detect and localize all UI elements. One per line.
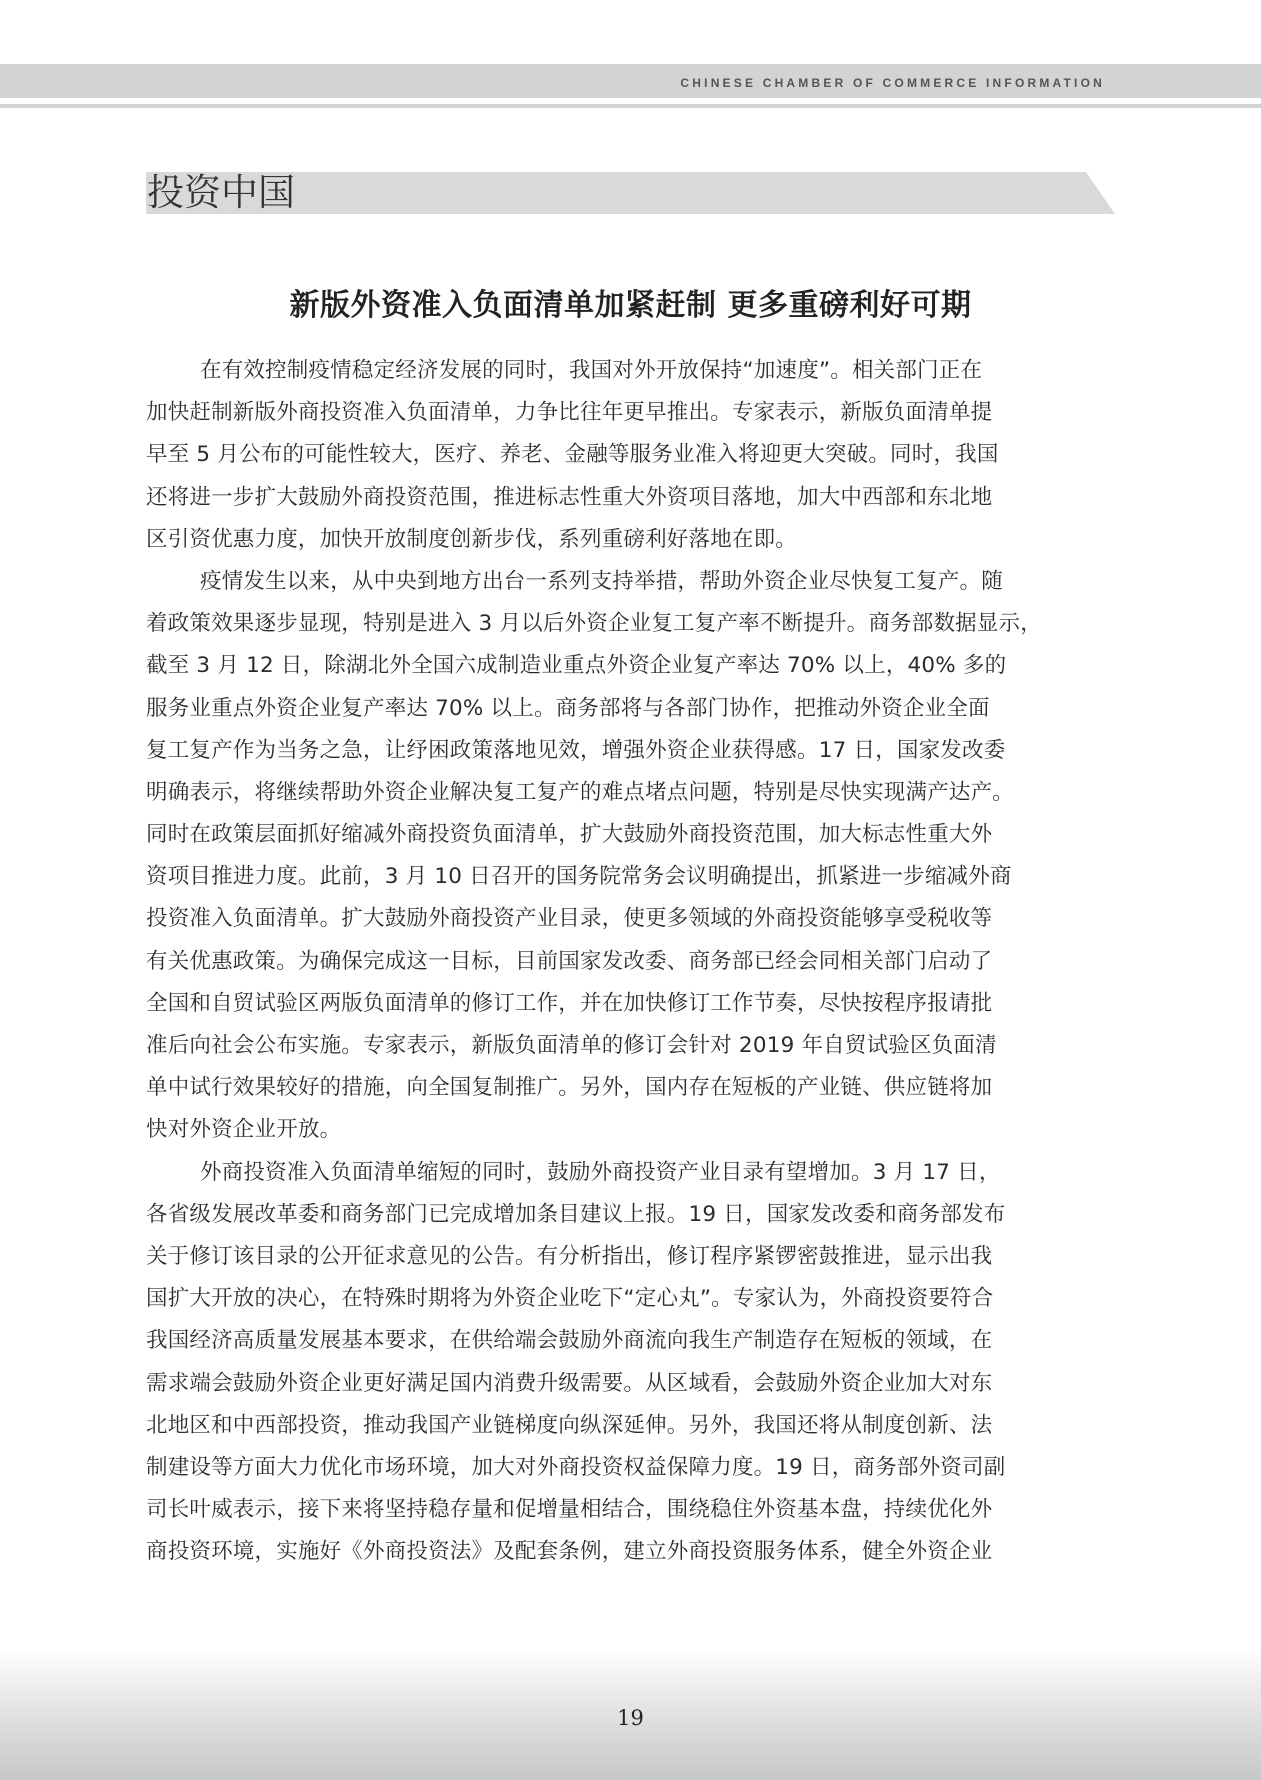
- header-divider: [0, 104, 1261, 108]
- text-line: 在有效控制疫情稳定经济发展的同时，我国对外开放保持“加速度”。相关部门正在: [200, 358, 983, 383]
- text-line: 明确表示，将继续帮助外资企业解决复工复产的难点堵点问题，特别是尽快实现满产达产。: [146, 779, 1015, 805]
- paragraph-1: [146, 350, 1115, 561]
- article-body: [146, 350, 1115, 1573]
- text-line: 疫情发生以来，从中央到地方出台一系列支持举措，帮助外资企业尽快复工复产。随: [200, 568, 1003, 594]
- text-line: 外商投资准入负面清单缩短的同时，鼓励外商投资产业目录有望增加。3 月 17 日，: [200, 1159, 1001, 1185]
- text-line: 投资准入负面清单。扩大鼓励外商投资产业目录，使更多领域的外商投资能够享受税收等: [146, 906, 993, 932]
- article-title: 新版外资准入负面清单加紧赶制 更多重磅利好可期: [289, 288, 972, 323]
- paragraph-3: [146, 1152, 1115, 1574]
- paragraph-2: [146, 561, 1115, 1152]
- text-line: 加快赶制新版外商投资准入负面清单，力争比往年更早推出。专家表示，新版负面清单提: [146, 400, 993, 426]
- text-line: 我国经济高质量发展基本要求，在供给端会鼓励外商流向我生产制造存在短板的领域，在: [146, 1328, 993, 1354]
- text-line: 准后向社会公布实施。专家表示，新版负面清单的修订会针对 2019 年自贸试验区负面清: [146, 1033, 997, 1058]
- text-line: 早至 5 月公布的可能性较大，医疗、养老、金融等服务业准入将迎更大突破。同时，我国: [146, 442, 999, 468]
- text-line: 还将进一步扩大鼓励外商投资范围，推进标志性重大外资项目落地，加大中西部和东北地: [146, 484, 993, 510]
- page-number: 19: [617, 1706, 644, 1730]
- text-line: 需求端会鼓励外资企业更好满足国内消费升级需要。从区域看，会鼓励外资企业加大对东: [146, 1370, 993, 1396]
- text-line: 有关优惠政策。为确保完成这一目标，目前国家发改委、商务部已经会同相关部门启动了: [146, 948, 993, 974]
- text-line: 截至 3 月 12 日，除湖北外全国六成制造业重点外资企业复产率达 70% 以上，40% 多的: [146, 653, 1007, 679]
- text-line: 着政策效果逐步显现，特别是进入 3 月以后外资企业复工复产率不断提升。商务部数据显示，: [146, 611, 1042, 637]
- text-line: 关于修订该目录的公开征求意见的公告。有分析指出，修订程序紧锣密鼓推进，显示出我: [146, 1243, 993, 1269]
- publication-header: CHINESE CHAMBER OF COMMERCE INFORMATION: [680, 76, 1105, 90]
- text-line: 同时在政策层面抓好缩减外商投资负面清单，扩大鼓励外商投资范围，加大标志性重大外: [146, 822, 993, 848]
- text-line: 各省级发展改革委和商务部门已完成增加条目建议上报。19 日，国家发改委和商务部发布: [146, 1201, 1006, 1227]
- text-line: 复工复产作为当务之急，让纾困政策落地见效，增强外资企业获得感。17 日，国家发改委: [146, 737, 1006, 763]
- text-line: 司长叶威表示，接下来将坚持稳存量和促增量相结合，围绕稳住外资基本盘，持续优化外: [146, 1497, 993, 1523]
- text-line: 区引资优惠力度，加快开放制度创新步伐，系列重磅利好落地在即。: [146, 526, 798, 552]
- section-title: 投资中国: [147, 171, 295, 214]
- text-line: 快对外资企业开放。: [146, 1117, 342, 1143]
- text-line: 资项目推进力度。此前，3 月 10 日召开的国务院常务会议明确提出，抓紧进一步缩减外商: [146, 864, 1012, 890]
- text-line: 商投资环境，实施好《外商投资法》及配套条例，建立外商投资服务体系，健全外资企业: [146, 1539, 993, 1565]
- text-line: 制建设等方面大力优化市场环境，加大对外商投资权益保障力度。19 日，商务部外资司副: [146, 1454, 1006, 1480]
- text-line: 全国和自贸试验区两版负面清单的修订工作，并在加快修订工作节奏，尽快按程序报请批: [146, 990, 993, 1016]
- text-line: 单中试行效果较好的措施，向全国复制推广。另外，国内存在短板的产业链、供应链将加: [146, 1075, 993, 1101]
- text-line: 北地区和中西部投资，推动我国产业链梯度向纵深延伸。另外，我国还将从制度创新、法: [146, 1412, 993, 1438]
- text-line: 国扩大开放的决心，在特殊时期将为外资企业吃下“定心丸”。专家认为，外商投资要符合: [146, 1286, 994, 1312]
- text-line: 服务业重点外资企业复产率达 70% 以上。商务部将与各部门协作，把推动外资企业全面: [146, 695, 990, 721]
